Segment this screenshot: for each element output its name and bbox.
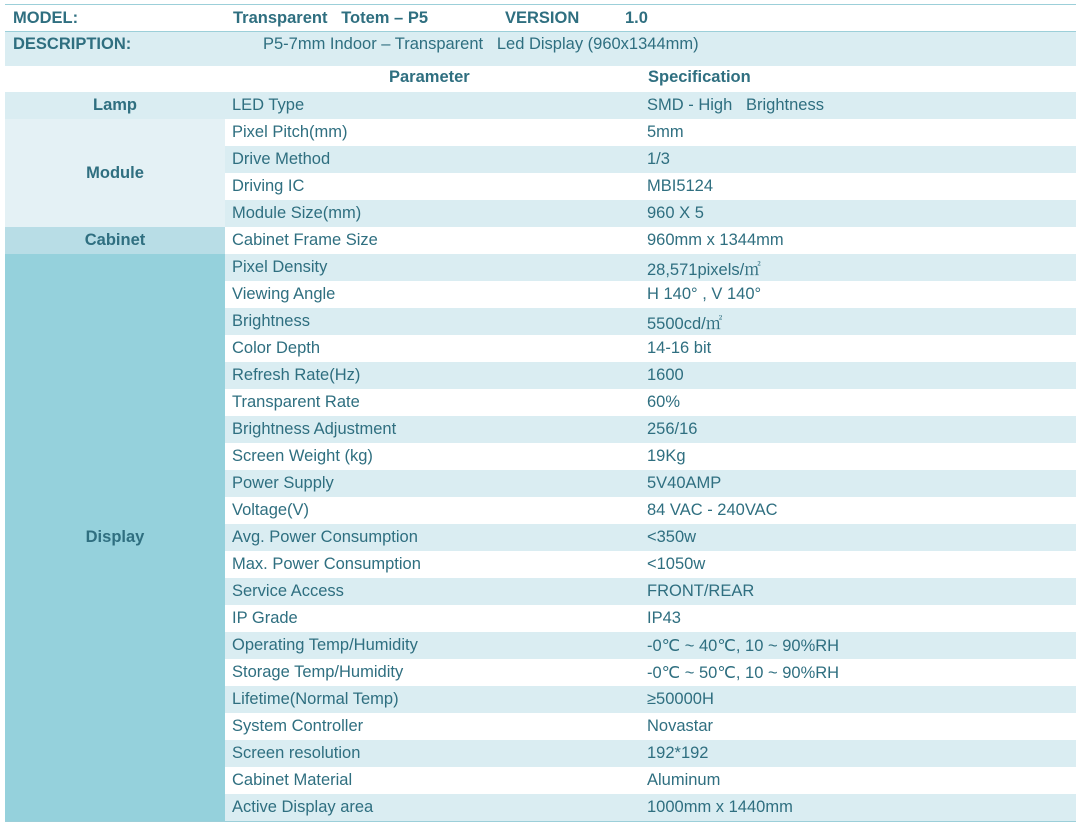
spec-cell: 5V40AMP [641, 470, 1076, 497]
spec-cell: IP43 [641, 605, 1076, 632]
spec-cell: 19Kg [641, 443, 1076, 470]
spec-cell: H 140° , V 140° [641, 281, 1076, 308]
param-cell: Brightness Adjustment [225, 416, 641, 443]
param-cell: Voltage(V) [225, 497, 641, 524]
spec-cell: 5mm [641, 119, 1076, 146]
spec-cell: <1050w [641, 551, 1076, 578]
spec-cell: -0℃ ~ 40℃, 10 ~ 90%RH [641, 632, 1076, 659]
param-cell: Screen Weight (kg) [225, 443, 641, 470]
spec-cell: 84 VAC - 240VAC [641, 497, 1076, 524]
param-cell: Pixel Density [225, 254, 641, 281]
param-cell: Avg. Power Consumption [225, 524, 641, 551]
param-cell: Drive Method [225, 146, 641, 173]
param-cell: Max. Power Consumption [225, 551, 641, 578]
param-cell: LED Type [225, 92, 641, 119]
spec-cell: 1/3 [641, 146, 1076, 173]
category-lamp: Lamp [5, 92, 225, 119]
spec-cell: -0℃ ~ 50℃, 10 ~ 90%RH [641, 659, 1076, 686]
param-cell: Cabinet Frame Size [225, 227, 641, 254]
param-cell: Storage Temp/Humidity [225, 659, 641, 686]
param-cell: Power Supply [225, 470, 641, 497]
param-cell: Pixel Pitch(mm) [225, 119, 641, 146]
table-row [5, 254, 1076, 281]
specification-column-header: Specification [648, 68, 751, 86]
param-cell: Color Depth [225, 335, 641, 362]
description-row [5, 32, 1076, 66]
param-cell: Active Display area [225, 794, 641, 821]
table-row [5, 227, 1076, 254]
category-module: Module [5, 119, 225, 227]
spec-cell: 28,571pixels/㎡ [641, 254, 1076, 281]
param-cell: Driving IC [225, 173, 641, 200]
spec-cell: 60% [641, 389, 1076, 416]
category-cabinet: Cabinet [5, 227, 225, 254]
version-label: VERSION [505, 9, 580, 27]
param-cell: Module Size(mm) [225, 200, 641, 227]
description-value: P5-7mm Indoor – Transparent Led Display (960x1344mm) [263, 35, 699, 53]
param-cell: Lifetime(Normal Temp) [225, 686, 641, 713]
param-cell: Service Access [225, 578, 641, 605]
model-value: Transparent Totem – P5 [233, 9, 429, 27]
param-cell: Refresh Rate(Hz) [225, 362, 641, 389]
spec-cell: Novastar [641, 713, 1076, 740]
model-label: MODEL: [13, 9, 79, 27]
param-cell: IP Grade [225, 605, 641, 632]
param-cell: Viewing Angle [225, 281, 641, 308]
spec-cell: 1600 [641, 362, 1076, 389]
spec-cell: SMD - High Brightness [641, 92, 1076, 119]
spec-table [5, 92, 1076, 822]
spec-cell: FRONT/REAR [641, 578, 1076, 605]
version-value: 1.0 [625, 9, 648, 27]
spec-cell: MBI5124 [641, 173, 1076, 200]
parameter-column-header: Parameter [389, 68, 470, 86]
spec-cell: ≥50000H [641, 686, 1076, 713]
spec-cell: 14-16 bit [641, 335, 1076, 362]
category-display: Display [5, 254, 225, 821]
spec-cell: Aluminum [641, 767, 1076, 794]
param-cell: Transparent Rate [225, 389, 641, 416]
spec-cell: 256/16 [641, 416, 1076, 443]
param-cell: Brightness [225, 308, 641, 335]
spec-cell: 960mm x 1344mm [641, 227, 1076, 254]
param-cell: Cabinet Material [225, 767, 641, 794]
table-row [5, 119, 1076, 146]
spec-cell: 1000mm x 1440mm [641, 794, 1076, 821]
table-row [5, 92, 1076, 119]
spec-cell: 5500cd/㎡ [641, 308, 1076, 335]
spec-cell: <350w [641, 524, 1076, 551]
param-cell: Operating Temp/Humidity [225, 632, 641, 659]
spec-cell: 192*192 [641, 740, 1076, 767]
model-row [5, 4, 1076, 32]
description-label: DESCRIPTION: [13, 35, 132, 53]
param-cell: System Controller [225, 713, 641, 740]
param-cell: Screen resolution [225, 740, 641, 767]
spec-cell: 960 X 5 [641, 200, 1076, 227]
